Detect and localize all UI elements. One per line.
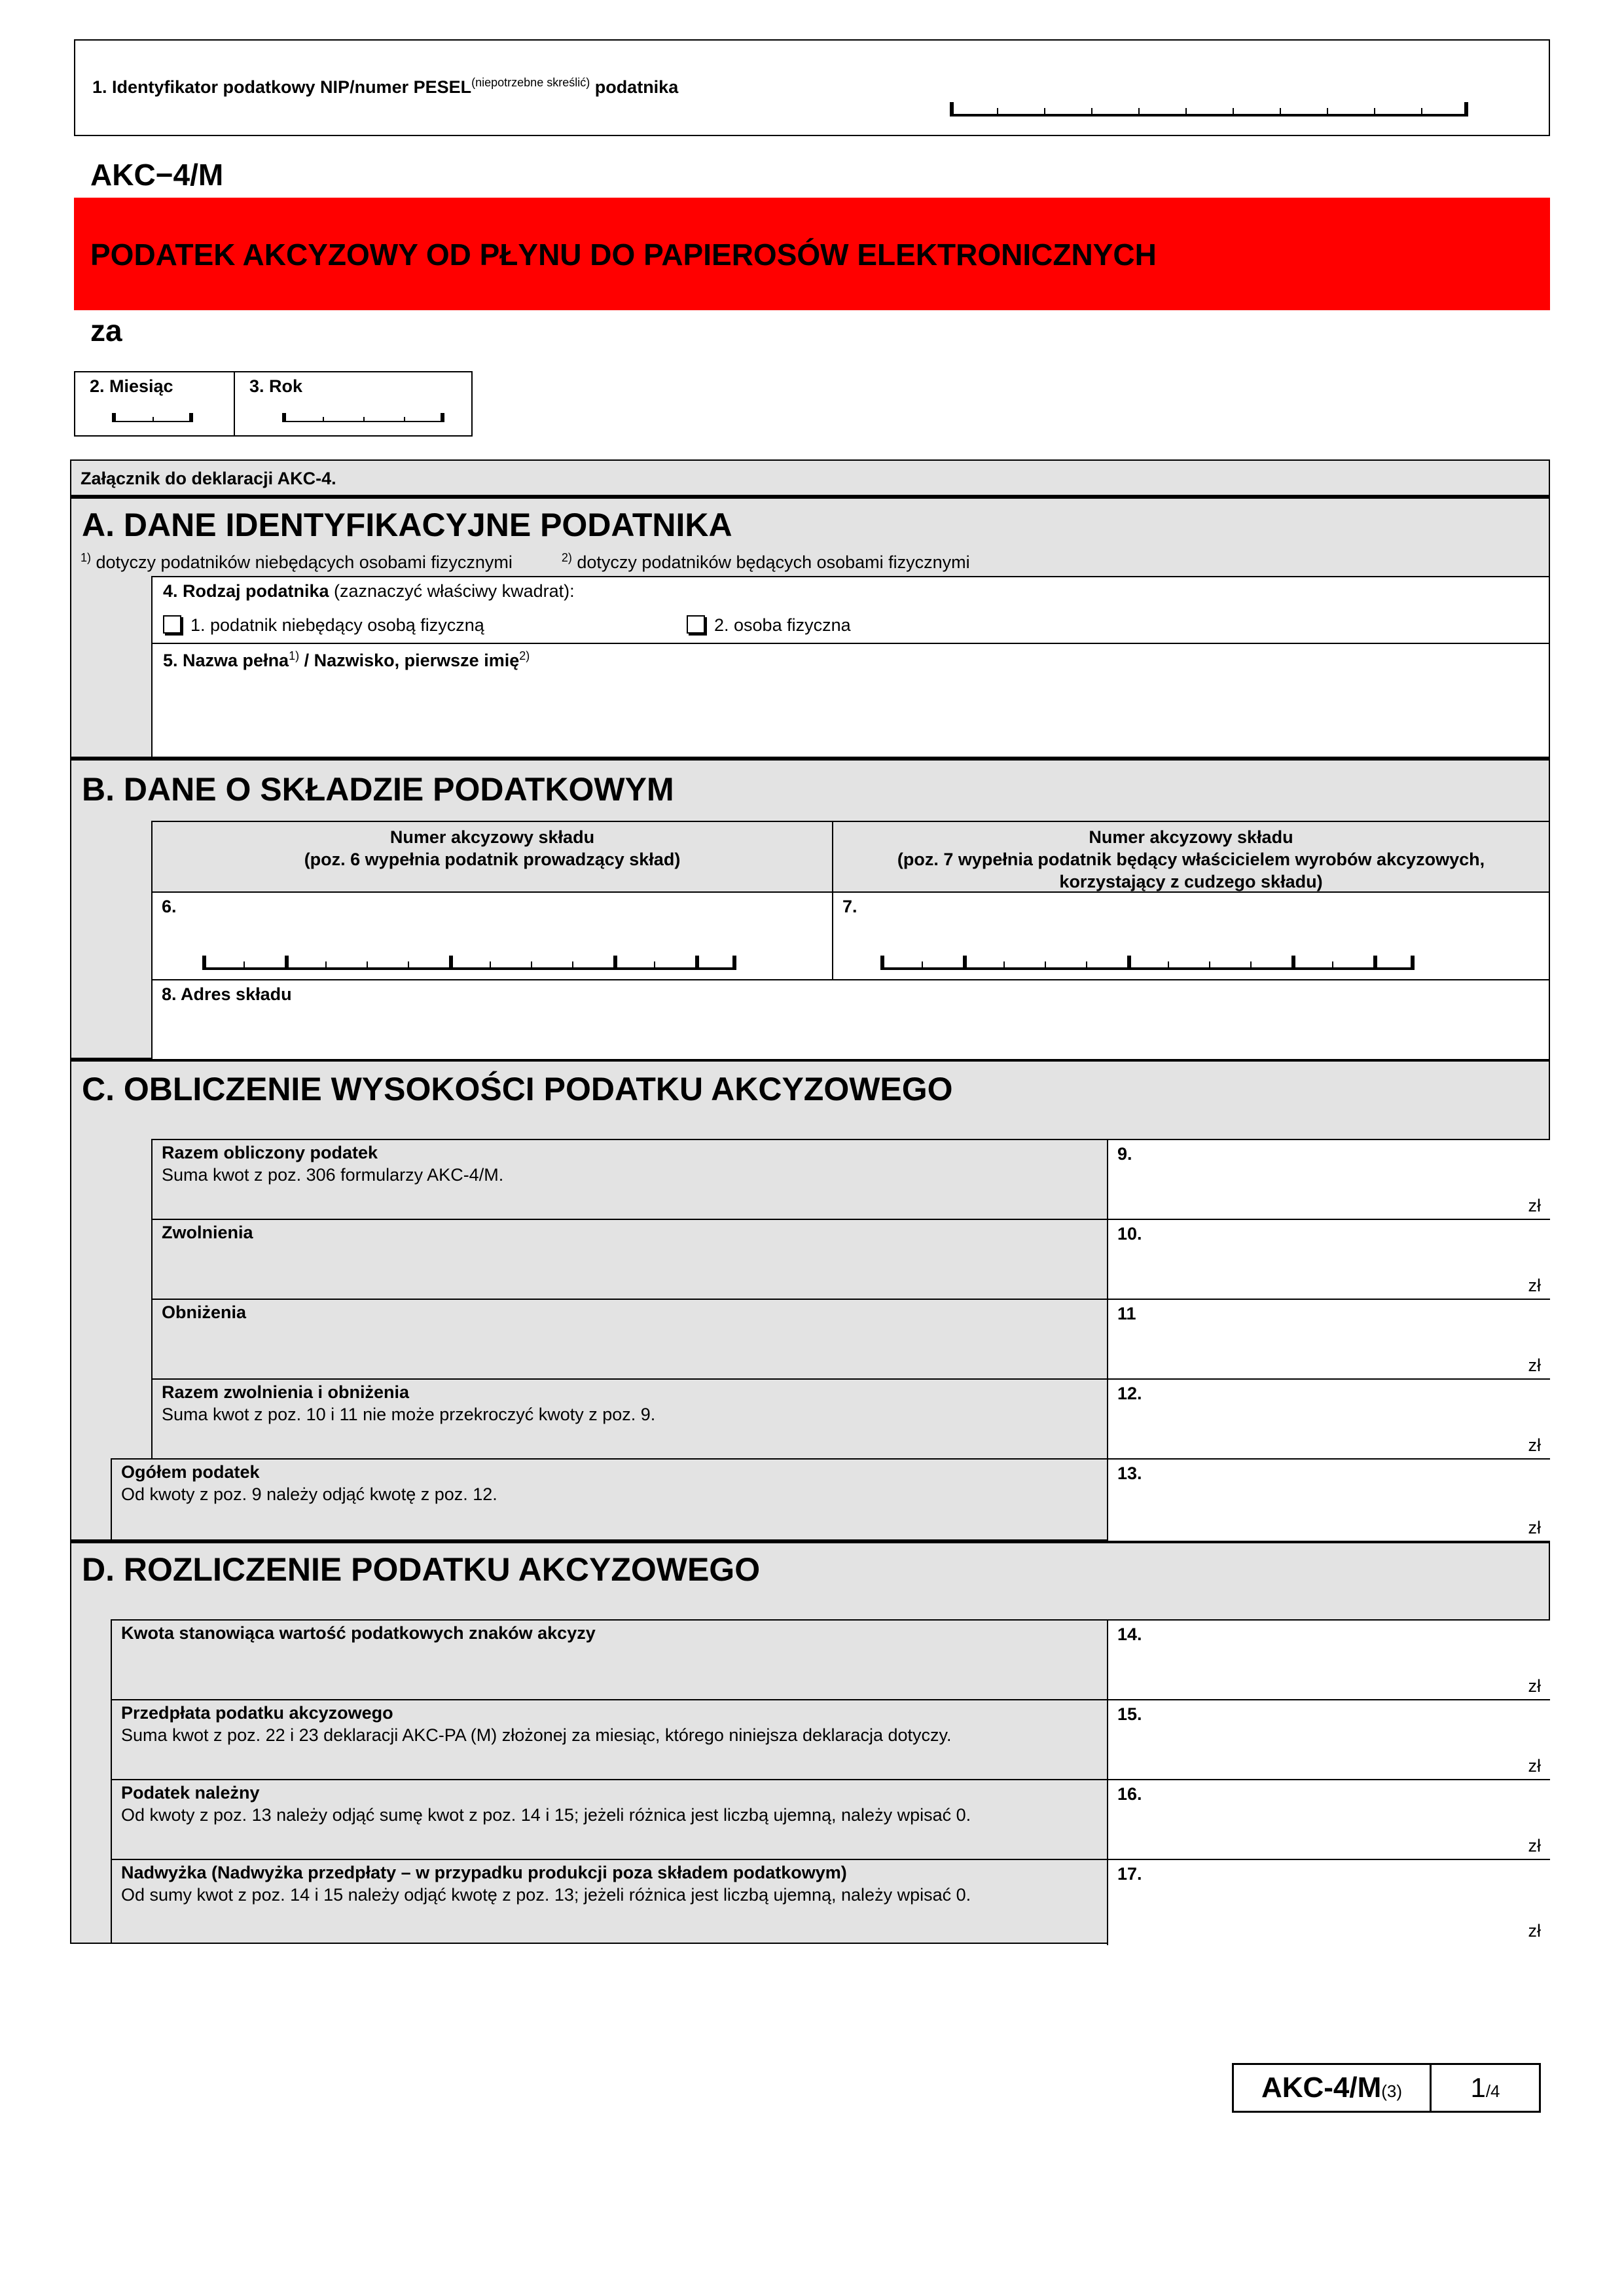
section-b-title: B. DANE O SKŁADZIE PODATKOWYM: [82, 771, 674, 808]
field6-comb-input[interactable]: [202, 956, 736, 970]
comb-tick: [613, 956, 617, 970]
field10-amount[interactable]: [1107, 1219, 1550, 1300]
field11-label: 11: [1117, 1304, 1136, 1323]
section-a: [70, 496, 1550, 758]
row-desc: Od kwoty z poz. 9 należy odjąć kwotę z poz. 12.: [121, 1484, 497, 1504]
comb-tick: [1421, 108, 1422, 117]
comb-tick: [1374, 108, 1375, 117]
comb-tick: [408, 961, 409, 970]
footer-version: (3): [1381, 2081, 1403, 2101]
comb-tick: [531, 961, 532, 970]
section-b: [70, 758, 1550, 1059]
comb-tick: [1003, 961, 1005, 970]
month-label: 2. Miesiąc: [90, 376, 173, 396]
row-desc: Suma kwot z poz. 306 formularzy AKC-4/M.: [162, 1165, 504, 1185]
comb-tick: [1280, 108, 1281, 117]
comb-tick: [880, 956, 884, 970]
row-label: Przedpłata podatku akcyzowego: [121, 1703, 393, 1723]
field15-label: 15.: [1117, 1704, 1142, 1724]
option-non-natural-person[interactable]: 1. podatnik niebędący osobą fizyczną: [163, 614, 484, 636]
row-label: Nadwyżka (Nadwyżka przedpłaty – w przypadku produkcji poza składem podatkowym): [121, 1863, 847, 1882]
footer-page: 1: [1470, 2072, 1486, 2103]
currency-label: zł: [1528, 1355, 1541, 1375]
col2-sub2: korzystający z cudzego składu): [1059, 872, 1323, 891]
row-label: Kwota stanowiąca wartość podatkowych znaków akcyzy: [121, 1623, 596, 1643]
row-total-calculated-tax: [151, 1139, 1549, 1219]
field9-amount[interactable]: [1107, 1139, 1550, 1220]
comb-tick: [153, 417, 154, 422]
form-title-banner: [74, 198, 1550, 310]
currency-label: zł: [1528, 1196, 1541, 1215]
row-label-block: [162, 1381, 655, 1426]
footer-page-number: [1432, 2065, 1539, 2111]
month-field[interactable]: [75, 372, 235, 435]
footer-form-code-box: [1232, 2063, 1541, 2113]
comb-tick: [997, 108, 998, 117]
comb-tick: [922, 961, 923, 970]
comb-tick: [1327, 108, 1328, 117]
excise-number-col1-header: [151, 821, 832, 891]
comb-tick: [1373, 956, 1377, 970]
comb-tick: [490, 961, 491, 970]
month-comb-input[interactable]: [112, 413, 193, 422]
period-box: [74, 371, 473, 437]
checkbox-icon[interactable]: [163, 615, 181, 634]
field14-amount[interactable]: [1107, 1619, 1550, 1700]
comb-tick: [1044, 108, 1045, 117]
row-total-tax: [111, 1458, 1549, 1541]
row-label-block: [121, 1702, 952, 1746]
comb-tick: [363, 417, 365, 422]
field17-label: 17.: [1117, 1864, 1142, 1884]
comb-tick: [1332, 961, 1333, 970]
field7-label: 7.: [842, 897, 857, 916]
row-reductions: [151, 1299, 1549, 1378]
field7-excise-number[interactable]: [832, 891, 1549, 979]
currency-label: zł: [1528, 1921, 1541, 1941]
currency-label: zł: [1528, 1435, 1541, 1455]
row-surplus: [111, 1859, 1549, 1944]
currency-label: zł: [1528, 1276, 1541, 1295]
row-label-block: [162, 1141, 503, 1186]
field4-taxpayer-type: [151, 576, 1549, 643]
comb-tick: [202, 956, 206, 970]
comb-tick: [572, 961, 573, 970]
field9-label: 9.: [1117, 1144, 1132, 1164]
footer-code: AKC-4/M: [1261, 2072, 1382, 2104]
comb-tick: [285, 956, 289, 970]
form-code: AKC−4/M: [90, 158, 224, 192]
option-natural-person[interactable]: 2. osoba fizyczna: [687, 614, 851, 636]
field8-warehouse-address[interactable]: [151, 979, 1549, 1059]
field7-comb-input[interactable]: [880, 956, 1415, 970]
period-za-label: za: [90, 314, 122, 348]
field10-label: 10.: [1117, 1224, 1142, 1244]
currency-label: zł: [1528, 1836, 1541, 1856]
attachment-bar: [70, 459, 1550, 496]
comb-tick: [1209, 961, 1210, 970]
comb-tick: [1091, 108, 1092, 117]
comb-tick: [189, 413, 193, 422]
comb-tick: [244, 961, 245, 970]
field5-name[interactable]: [151, 643, 1549, 757]
checkbox-icon[interactable]: [687, 615, 705, 634]
row-label: Razem obliczony podatek: [162, 1143, 378, 1162]
excise-number-col2-header: [832, 821, 1549, 891]
section-d: [70, 1541, 1550, 1944]
col1-title: Numer akcyzowy składu: [389, 827, 595, 847]
comb-tick: [732, 956, 736, 970]
comb-tick: [1127, 956, 1131, 970]
comb-tick: [1138, 108, 1140, 117]
row-desc: Od kwoty z poz. 13 należy odjąć sumę kwot z poz. 14 i 15; jeżeli różnica jest liczbą ujemną, należy wpisać 0.: [121, 1805, 971, 1825]
comb-tick: [963, 956, 967, 970]
comb-tick: [367, 961, 368, 970]
taxpayer-id-comb-input[interactable]: [950, 102, 1468, 117]
currency-label: zł: [1528, 1676, 1541, 1696]
row-label-block: [162, 1301, 246, 1323]
field12-label: 12.: [1117, 1384, 1142, 1403]
row-label: Razem zwolnienia i obniżenia: [162, 1382, 410, 1402]
row-label-block: [121, 1861, 971, 1906]
field8-label: 8. Adres składu: [162, 984, 292, 1004]
row-label-block: [162, 1221, 253, 1244]
row-label: Zwolnienia: [162, 1223, 253, 1242]
comb-tick: [950, 102, 954, 117]
form-title: PODATEK AKCYZOWY OD PŁYNU DO PAPIEROSÓW ELEKTRONICZNYCH: [90, 238, 1157, 272]
comb-tick: [695, 956, 699, 970]
field14-label: 14.: [1117, 1624, 1142, 1644]
row-label-block: [121, 1782, 971, 1826]
comb-tick: [1233, 108, 1234, 117]
footer-total: /4: [1485, 2081, 1500, 2101]
taxpayer-id-label: 1. Identyfikator podatkowy NIP/numer $PESEL^{(niepotrzebne skreślić)}$ podatnika: [92, 76, 679, 97]
row-desc: Suma kwot z poz. 22 i 23 deklaracji AKC-PA (M) złożonej za miesiąc, którego niniejsza deklaracja dotyczy.: [121, 1725, 952, 1745]
col2-sub1: (poz. 7 wypełnia podatnik będący właścicielem wyrobów akcyzowych,: [897, 850, 1485, 869]
col1-sub: (poz. 6 wypełnia podatnik prowadzący skład): [304, 850, 681, 869]
attachment-label: Załącznik do deklaracji AKC-4.: [81, 469, 336, 488]
comb-tick: [1411, 956, 1415, 970]
field6-label: 6.: [162, 897, 177, 916]
row-tax-due: [111, 1779, 1549, 1859]
comb-tick: [404, 417, 405, 422]
field16-label: 16.: [1117, 1784, 1142, 1804]
row-label: Podatek należny: [121, 1783, 260, 1803]
row-label-block: [121, 1461, 497, 1505]
field13-label: 13.: [1117, 1463, 1142, 1483]
field15-amount[interactable]: [1107, 1699, 1550, 1780]
section-a-notes: $^{1)}$ dotyczy podatników niebędących osobami fizycznymi $^{2)}$ dotyczy podatników będących osobami fizycznymi: [81, 551, 970, 572]
currency-label: zł: [1528, 1518, 1541, 1537]
field4-label: 4. Rodzaj podatnika (zaznaczyć właściwy kwadrat):: [163, 581, 575, 601]
comb-tick: [441, 413, 444, 422]
field12-amount[interactable]: [1107, 1378, 1550, 1460]
row-label: Obniżenia: [162, 1302, 247, 1322]
year-comb-input[interactable]: [282, 413, 444, 422]
section-c: [70, 1059, 1550, 1541]
currency-label: zł: [1528, 1756, 1541, 1776]
year-label: 3. Rok: [249, 376, 303, 396]
comb-tick: [325, 961, 327, 970]
comb-tick: [112, 413, 116, 422]
section-d-title: D. ROZLICZENIE PODATKU AKCYZOWEGO: [82, 1551, 761, 1588]
row-exemptions: [151, 1219, 1549, 1299]
comb-tick: [282, 413, 286, 422]
comb-tick: [1185, 108, 1187, 117]
comb-tick: [1045, 961, 1046, 970]
comb-tick: [1250, 961, 1252, 970]
field5-label: 5. Nazwa pełna$^{1)}$ / Nazwisko, pierwsze imię$^{2)}$: [163, 649, 530, 670]
section-a-title: A. DANE IDENTYFIKACYJNE PODATNIKA: [82, 507, 732, 543]
field11-amount[interactable]: [1107, 1299, 1550, 1380]
comb-tick: [1291, 956, 1295, 970]
field17-amount[interactable]: [1107, 1859, 1550, 1945]
comb-tick: [1168, 961, 1169, 970]
row-label-block: [121, 1622, 596, 1644]
comb-tick: [1464, 102, 1468, 117]
year-field[interactable]: [235, 372, 471, 435]
comb-tick: [323, 417, 324, 422]
comb-tick: [654, 961, 655, 970]
row-excise-prepayment: [111, 1699, 1549, 1779]
field16-amount[interactable]: [1107, 1779, 1550, 1860]
comb-tick: [449, 956, 453, 970]
row-label: Ogółem podatek: [121, 1462, 260, 1482]
section-c-title: C. OBLICZENIE WYSOKOŚCI PODATKU AKCYZOWEGO: [82, 1071, 953, 1107]
row-excise-stamps-value: [111, 1619, 1549, 1699]
field6-excise-number[interactable]: [151, 891, 832, 979]
row-desc: Suma kwot z poz. 10 i 11 nie może przekroczyć kwoty z poz. 9.: [162, 1405, 656, 1424]
row-desc: Od sumy kwot z poz. 14 i 15 należy odjąć kwotę z poz. 13; jeżeli różnica jest liczbą ujemną, należy wpisać 0.: [121, 1885, 971, 1905]
comb-tick: [1086, 961, 1087, 970]
col2-title: Numer akcyzowy składu: [1089, 827, 1293, 847]
field13-amount[interactable]: [1107, 1458, 1550, 1542]
footer-form-code: [1234, 2065, 1432, 2111]
row-total-exemptions-reductions: [151, 1378, 1549, 1458]
taxpayer-id-box: [74, 39, 1550, 136]
